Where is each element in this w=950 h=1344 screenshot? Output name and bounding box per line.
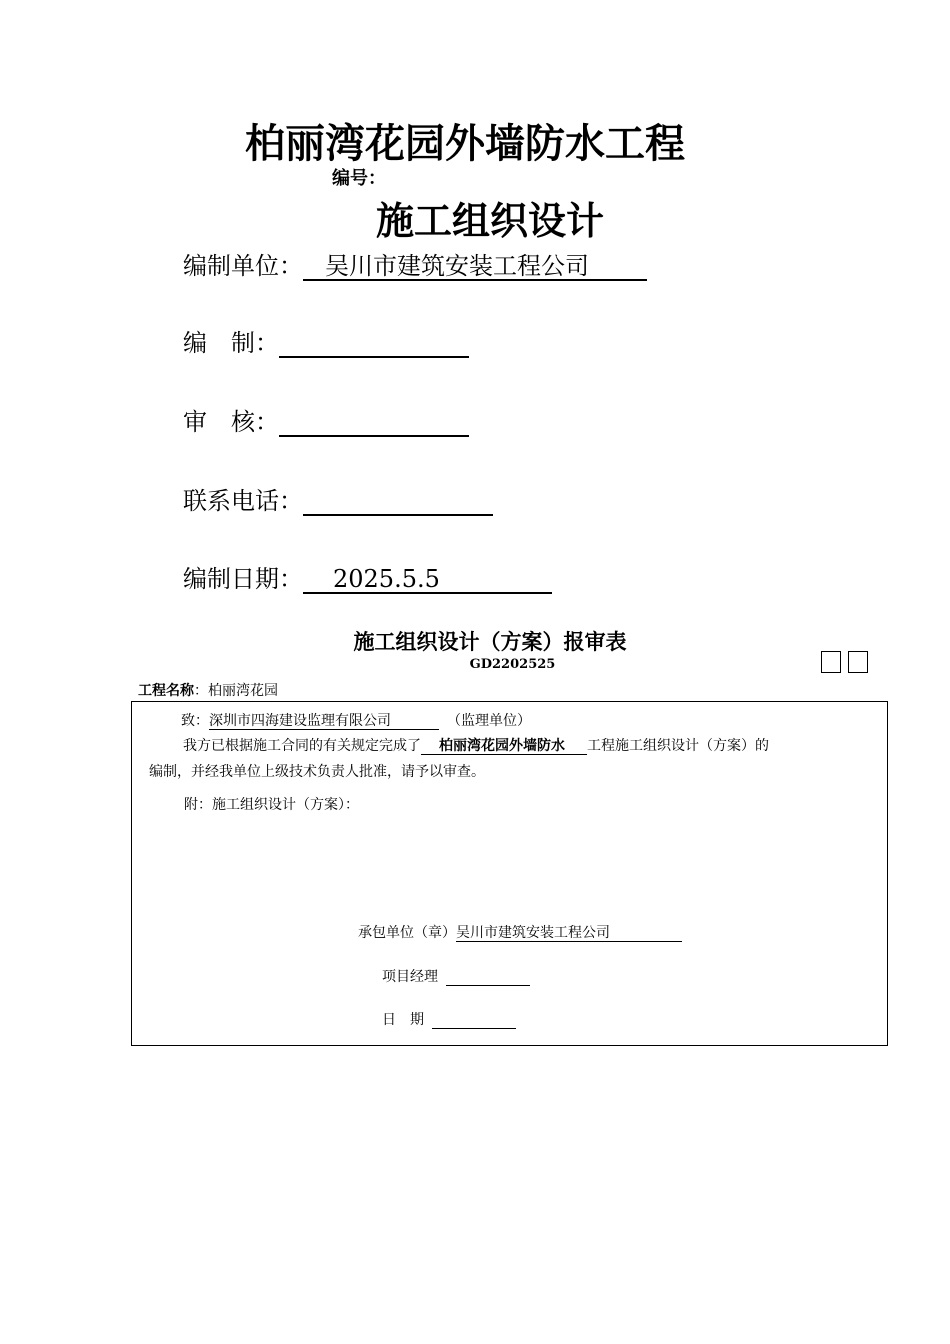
manager-row (382, 966, 530, 986)
reviewer-label: 审 核： (183, 408, 279, 436)
body-line-1 (183, 735, 769, 755)
manager-blank (446, 970, 530, 986)
document-title: 柏丽湾花园外墙防水工程 (245, 121, 685, 167)
to-suffix: （监理单位） (447, 713, 531, 729)
checkbox-1[interactable] (821, 651, 841, 673)
to-label: 致： (181, 713, 209, 729)
document-subtitle: 施工组织设计 (375, 199, 604, 243)
author-field (183, 323, 469, 358)
author-label: 编 制： (183, 329, 279, 357)
author-blank (279, 330, 469, 358)
phone-field (183, 481, 493, 516)
project-name-label: 工程名称 (138, 683, 194, 699)
checkbox-2[interactable] (848, 651, 868, 673)
contractor-label: 承包单位（章） (358, 925, 456, 941)
reviewer-field (183, 402, 469, 437)
body-line-2: 编制，并经我单位上级技术负责人批准，请予以审查。 (149, 764, 485, 780)
phone-label: 联系电话： (183, 487, 303, 515)
project-name-value: 柏丽湾花园 (208, 683, 278, 699)
attach-label: 附：施工组织设计（方案）： (184, 797, 359, 813)
to-value: 深圳市四海建设监理有限公司 (209, 713, 439, 730)
number-label: 编号： (332, 168, 386, 189)
body-suffix: 工程施工组织设计（方案）的 (587, 738, 769, 754)
org-label: 编制单位： (183, 252, 303, 280)
to-row (181, 710, 531, 730)
org-value: 吴川市建筑安装工程公司 (303, 253, 647, 281)
contractor-row (358, 922, 682, 942)
body-project: 柏丽湾花园外墙防水 (421, 738, 587, 755)
form-code: GD2202525 (469, 657, 556, 672)
reviewer-blank (279, 409, 469, 437)
project-name-sep: ： (194, 683, 208, 699)
date-label: 编制日期： (183, 565, 303, 593)
date-value: 2025.5.5 (303, 566, 552, 594)
form-date-label: 日 期 (382, 1012, 424, 1028)
project-name-row (138, 680, 278, 700)
manager-label: 项目经理 (382, 969, 438, 985)
form-date-blank (432, 1013, 516, 1029)
phone-blank (303, 488, 493, 516)
form-date-row (382, 1009, 516, 1029)
date-field (183, 559, 552, 594)
body-prefix: 我方已根据施工合同的有关规定完成了 (183, 738, 421, 754)
contractor-value: 吴川市建筑安装工程公司 (456, 925, 682, 942)
form-title: 施工组织设计（方案）报审表 (353, 630, 627, 654)
org-field (183, 246, 647, 281)
